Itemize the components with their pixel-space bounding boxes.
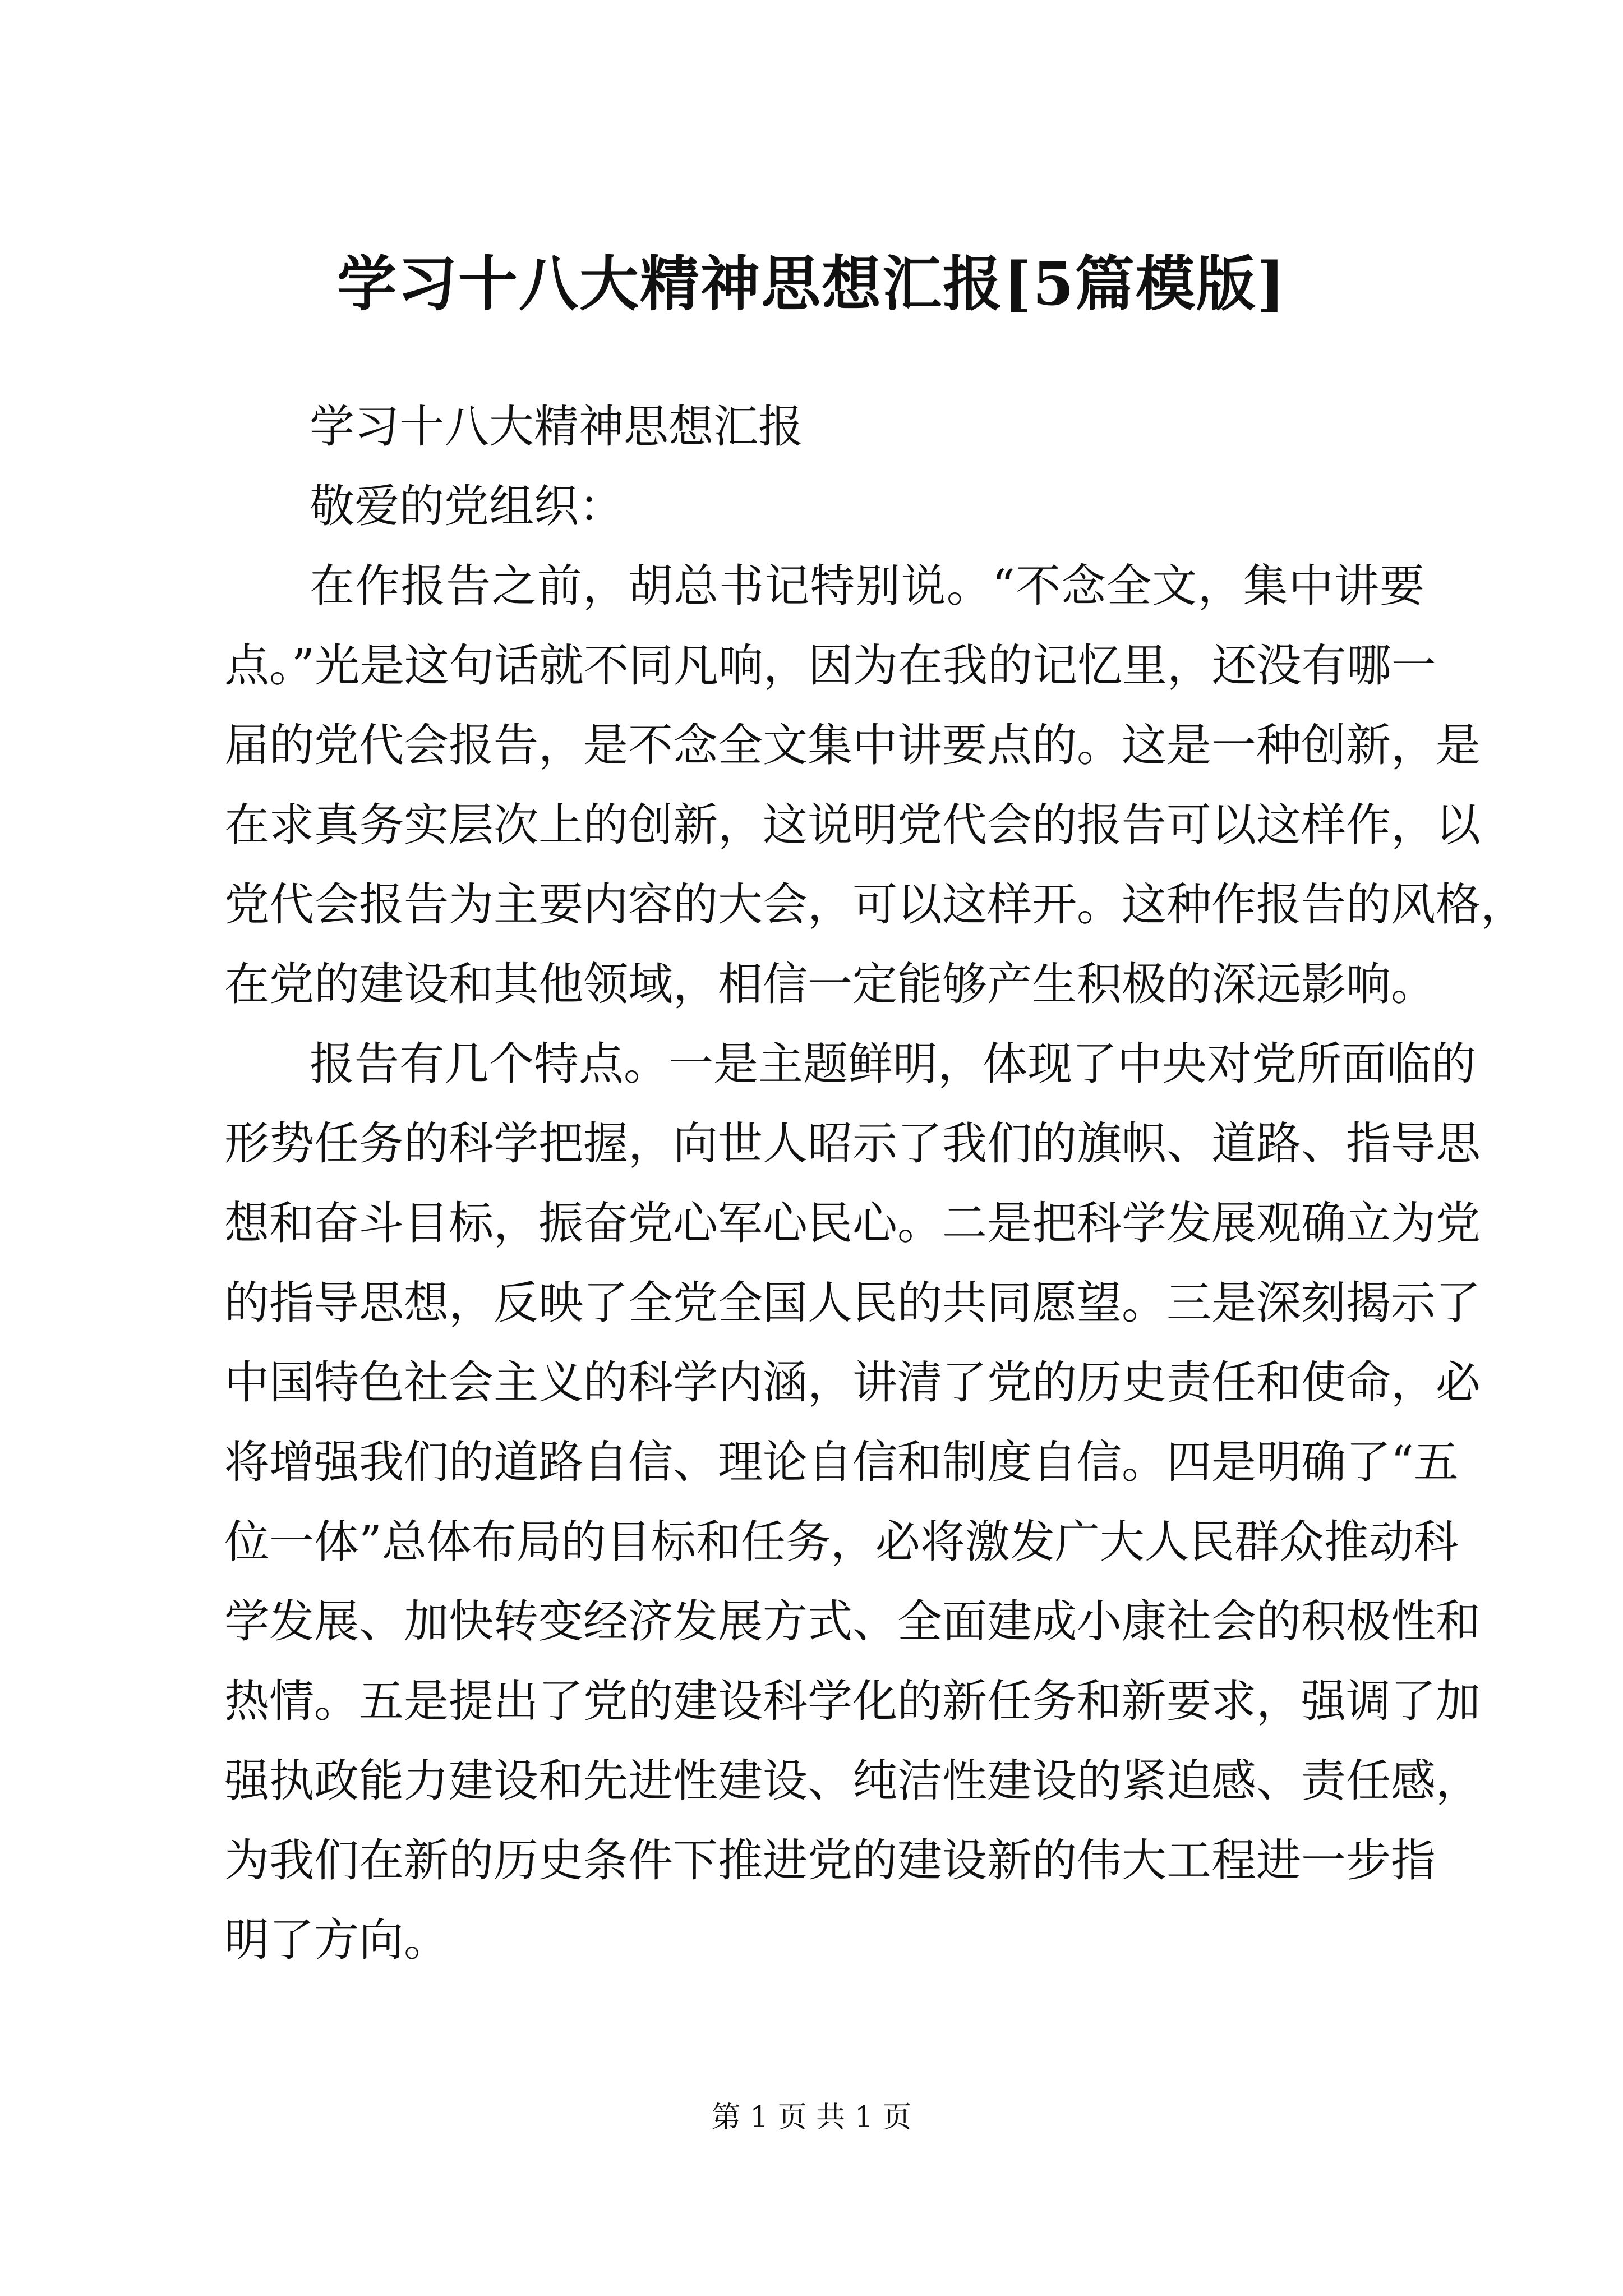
paragraph-2-line: 强执政能力建设和先进性建设、纯洁性建设的紧迫感、责任感， [224,1755,1481,1807]
paragraph-2-line: 为我们在新的历史条件下推进党的建设新的伟大工程进一步指 [224,1834,1436,1887]
page-footer: 第 1 页 共 1 页 [711,2101,912,2134]
salutation-line: 敬爱的党组织： [310,480,624,532]
subtitle-line: 学习十八大精神思想汇报 [310,401,803,453]
paragraph-2-line: 热情。五是提出了党的建设科学化的新任务和新要求，强调了加 [224,1675,1481,1727]
paragraph-2-line: 报告有几个特点。一是主题鲜明，体现了中央对党所面临的 [310,1038,1476,1090]
document-title: 学习十八大精神思想汇报[5篇模版] [336,249,1287,319]
paragraph-1-line: 在作报告之前，胡总书记特别说。“不念全文，集中讲要 [310,560,1424,612]
paragraph-2-line: 想和奋斗目标，振奋党心军心民心。二是把科学发展观确立为党 [224,1197,1481,1249]
paragraph-1-line: 在求真务实层次上的创新，这说明党代会的报告可以这样作，以 [224,799,1481,851]
document-body [224,387,1525,1980]
paragraph-1-line: 点。”光是这句话就不同凡响，因为在我的记忆里，还没有哪一 [224,639,1436,692]
paragraph-2-line: 的指导思想，反映了全党全国人民的共同愿望。三是深刻揭示了 [224,1277,1481,1329]
paragraph-2-line: 位一体”总体布局的目标和任务，必将激发广大人民群众推动科 [224,1516,1459,1568]
paragraph-2-line: 中国特色社会主义的科学内涵，讲清了党的历史责任和使命，必 [224,1356,1481,1409]
paragraph-2-line: 学发展、加快转变经济发展方式、全面建成小康社会的积极性和 [224,1595,1481,1648]
paragraph-1-line: 届的党代会报告，是不念全文集中讲要点的。这是一种创新，是 [224,719,1481,771]
paragraph-2-line: 明了方向。 [224,1914,449,1966]
paragraph-2-line: 形势任务的科学把握，向世人昭示了我们的旗帜、道路、指导思 [224,1117,1481,1170]
paragraph-1-line: 在党的建设和其他领域，相信一定能够产生积极的深远影响。 [224,958,1436,1010]
paragraph-1-line: 党代会报告为主要内容的大会，可以这样开。这种作报告的风格， [224,878,1525,931]
paragraph-2-line: 将增强我们的道路自信、理论自信和制度自信。四是明确了“五 [224,1436,1459,1488]
